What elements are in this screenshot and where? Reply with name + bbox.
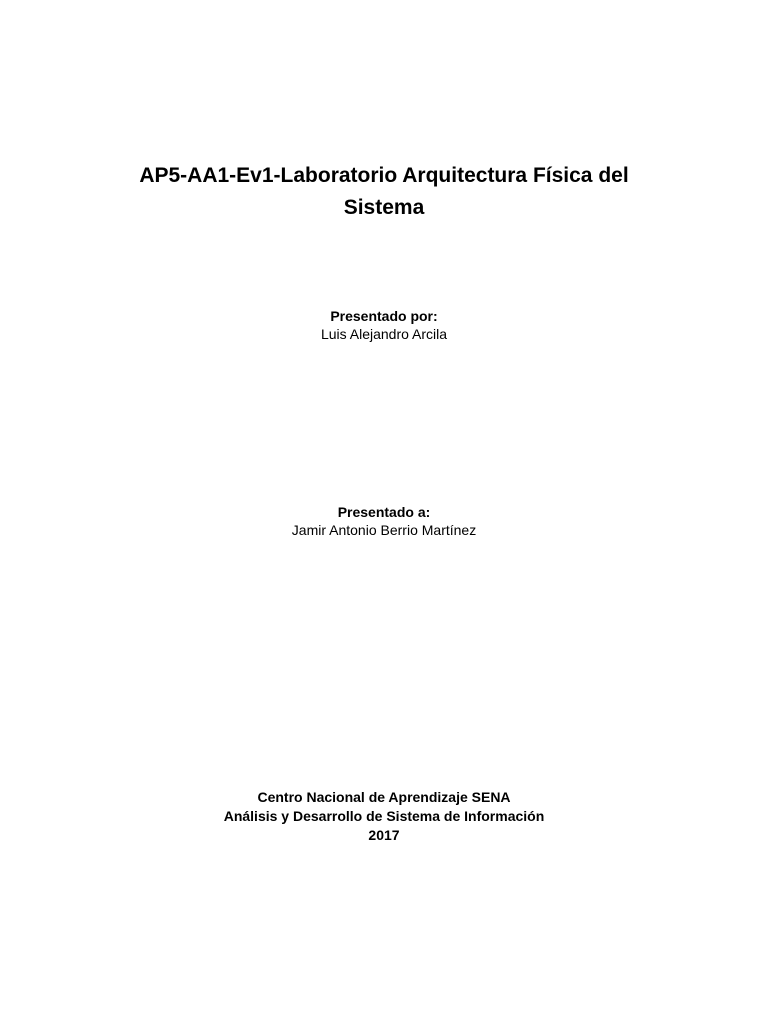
institution-name: Centro Nacional de Aprendizaje SENA <box>257 789 511 805</box>
institution-section <box>0 788 768 845</box>
presented-by-section <box>0 307 768 343</box>
presented-to-name: Jamir Antonio Berrio Martínez <box>291 522 477 538</box>
presented-to-section <box>0 503 768 539</box>
title-line-2: Sistema <box>343 196 425 219</box>
title-line-1: AP5-AA1-Ev1-Laboratorio Arquitectura Física del <box>139 164 629 187</box>
program-name: Análisis y Desarrollo de Sistema de Información <box>223 808 545 824</box>
document-title <box>0 160 768 224</box>
document-year: 2017 <box>368 827 400 843</box>
presented-by-name: Luis Alejandro Arcila <box>320 326 448 342</box>
presented-by-label: Presentado por: <box>330 308 438 324</box>
presented-to-label: Presentado a: <box>337 504 431 520</box>
